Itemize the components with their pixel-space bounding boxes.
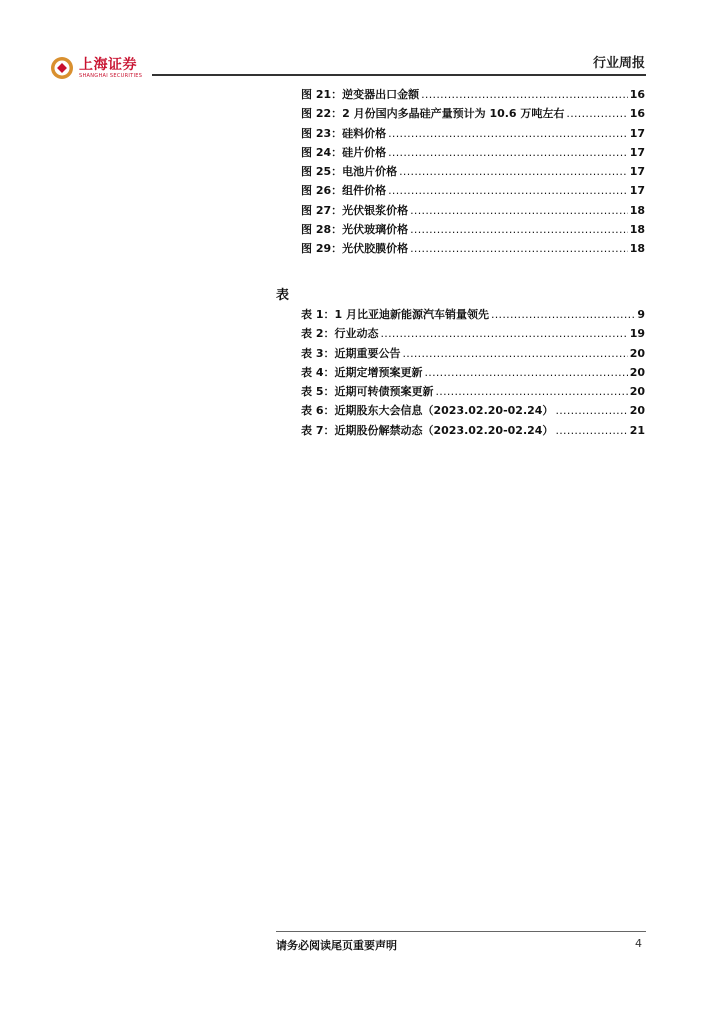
toc-entry-label: 图 27：光伏银浆价格 [301,203,409,217]
toc-entry-page: 19 [629,327,645,341]
toc-entry-page: 17 [629,145,645,159]
leader-dots [388,146,628,159]
toc-entry-label: 图 26：组件价格 [301,184,387,198]
toc-entry-page: 20 [629,404,645,418]
toc-entry-page: 20 [629,385,645,399]
leader-dots [410,242,628,255]
leader-dots [388,127,628,140]
leader-dots [421,88,628,101]
toc-entry-page: 18 [629,242,645,256]
header-divider [152,74,646,76]
toc-entry[interactable] [301,240,645,259]
leader-dots [555,404,627,417]
toc-entry-page: 9 [637,308,645,321]
toc-entry-page: 20 [629,365,645,379]
leader-dots [435,385,627,398]
logo-emblem-icon [50,56,74,80]
toc-entry[interactable] [301,221,645,240]
toc-entry-label: 表 7：近期股份解禁动态（2023.02.20-02.24） [301,423,554,437]
toc-entry-label: 表 2：行业动态 [301,327,379,341]
toc-entry-label: 图 25：电池片价格 [301,165,398,179]
toc-entry-label: 图 28：光伏玻璃价格 [301,223,409,237]
toc-entry[interactable] [301,86,645,105]
toc-entry-page: 16 [629,107,645,121]
leader-dots [410,204,628,217]
toc-entry-label: 表 1：1 月比亚迪新能源汽车销量领先 [301,308,489,321]
toc-entry-page: 17 [629,126,645,140]
toc-entry-label: 图 23：硅料价格 [301,126,387,140]
toc-entry[interactable] [301,364,645,383]
toc-entry[interactable] [301,105,645,124]
toc-entry[interactable] [301,325,645,344]
toc-entry-label: 图 22：2 月份国内多晶硅产量预计为 10.6 万吨左右 [301,107,565,121]
leader-dots [399,165,628,178]
page-number: 4 [635,937,642,950]
toc-entry[interactable] [301,163,645,182]
toc-entry[interactable] [301,422,645,441]
toc-entry[interactable] [301,383,645,402]
figures-list [301,86,645,260]
toc-entry[interactable] [301,202,645,221]
toc-entry-page: 16 [629,88,645,101]
leader-dots [380,327,627,340]
leader-dots [566,107,627,120]
company-logo [50,56,142,80]
report-type: 行业周报 [592,56,645,71]
toc-entry-label: 图 24：硅片价格 [301,145,387,159]
toc-entry[interactable] [301,144,645,163]
toc-entry-label: 表 3：近期重要公告 [301,346,401,360]
toc-entry[interactable] [301,182,645,201]
toc-entry-page: 21 [629,423,645,437]
toc-entry-label: 图 21：逆变器出口金额 [301,88,420,101]
toc-entry-page: 18 [629,223,645,237]
toc-entry-page: 18 [629,203,645,217]
logo-english-name: SHANGHAI SECURITIES [79,72,143,79]
toc-entry-page: 17 [629,184,645,198]
toc-entry-label: 表 5：近期可转债预案更新 [301,385,434,399]
leader-dots [402,347,627,360]
toc-entry-page: 17 [629,165,645,179]
toc-entry[interactable] [301,345,645,364]
toc-entry-label: 表 4：近期定增预案更新 [301,365,423,379]
toc-entry[interactable] [301,402,645,421]
leader-dots [410,223,628,236]
footer-disclaimer: 请务必阅读尾页重要声明 [276,939,397,952]
toc-entry[interactable] [301,125,645,144]
toc-entry-label: 表 6：近期股东大会信息（2023.02.20-02.24） [301,404,554,418]
footer-divider [276,931,646,932]
toc-entry[interactable] [301,306,645,325]
tables-section-heading: 表 [276,288,290,303]
leader-dots [555,424,627,437]
leader-dots [388,184,628,197]
leader-dots [424,366,627,379]
tables-list [301,306,645,441]
leader-dots [491,308,635,321]
toc-entry-page: 20 [629,346,645,360]
toc-entry-label: 图 29：光伏胶膜价格 [301,242,409,256]
logo-chinese-name: 上海证券 [79,56,137,73]
